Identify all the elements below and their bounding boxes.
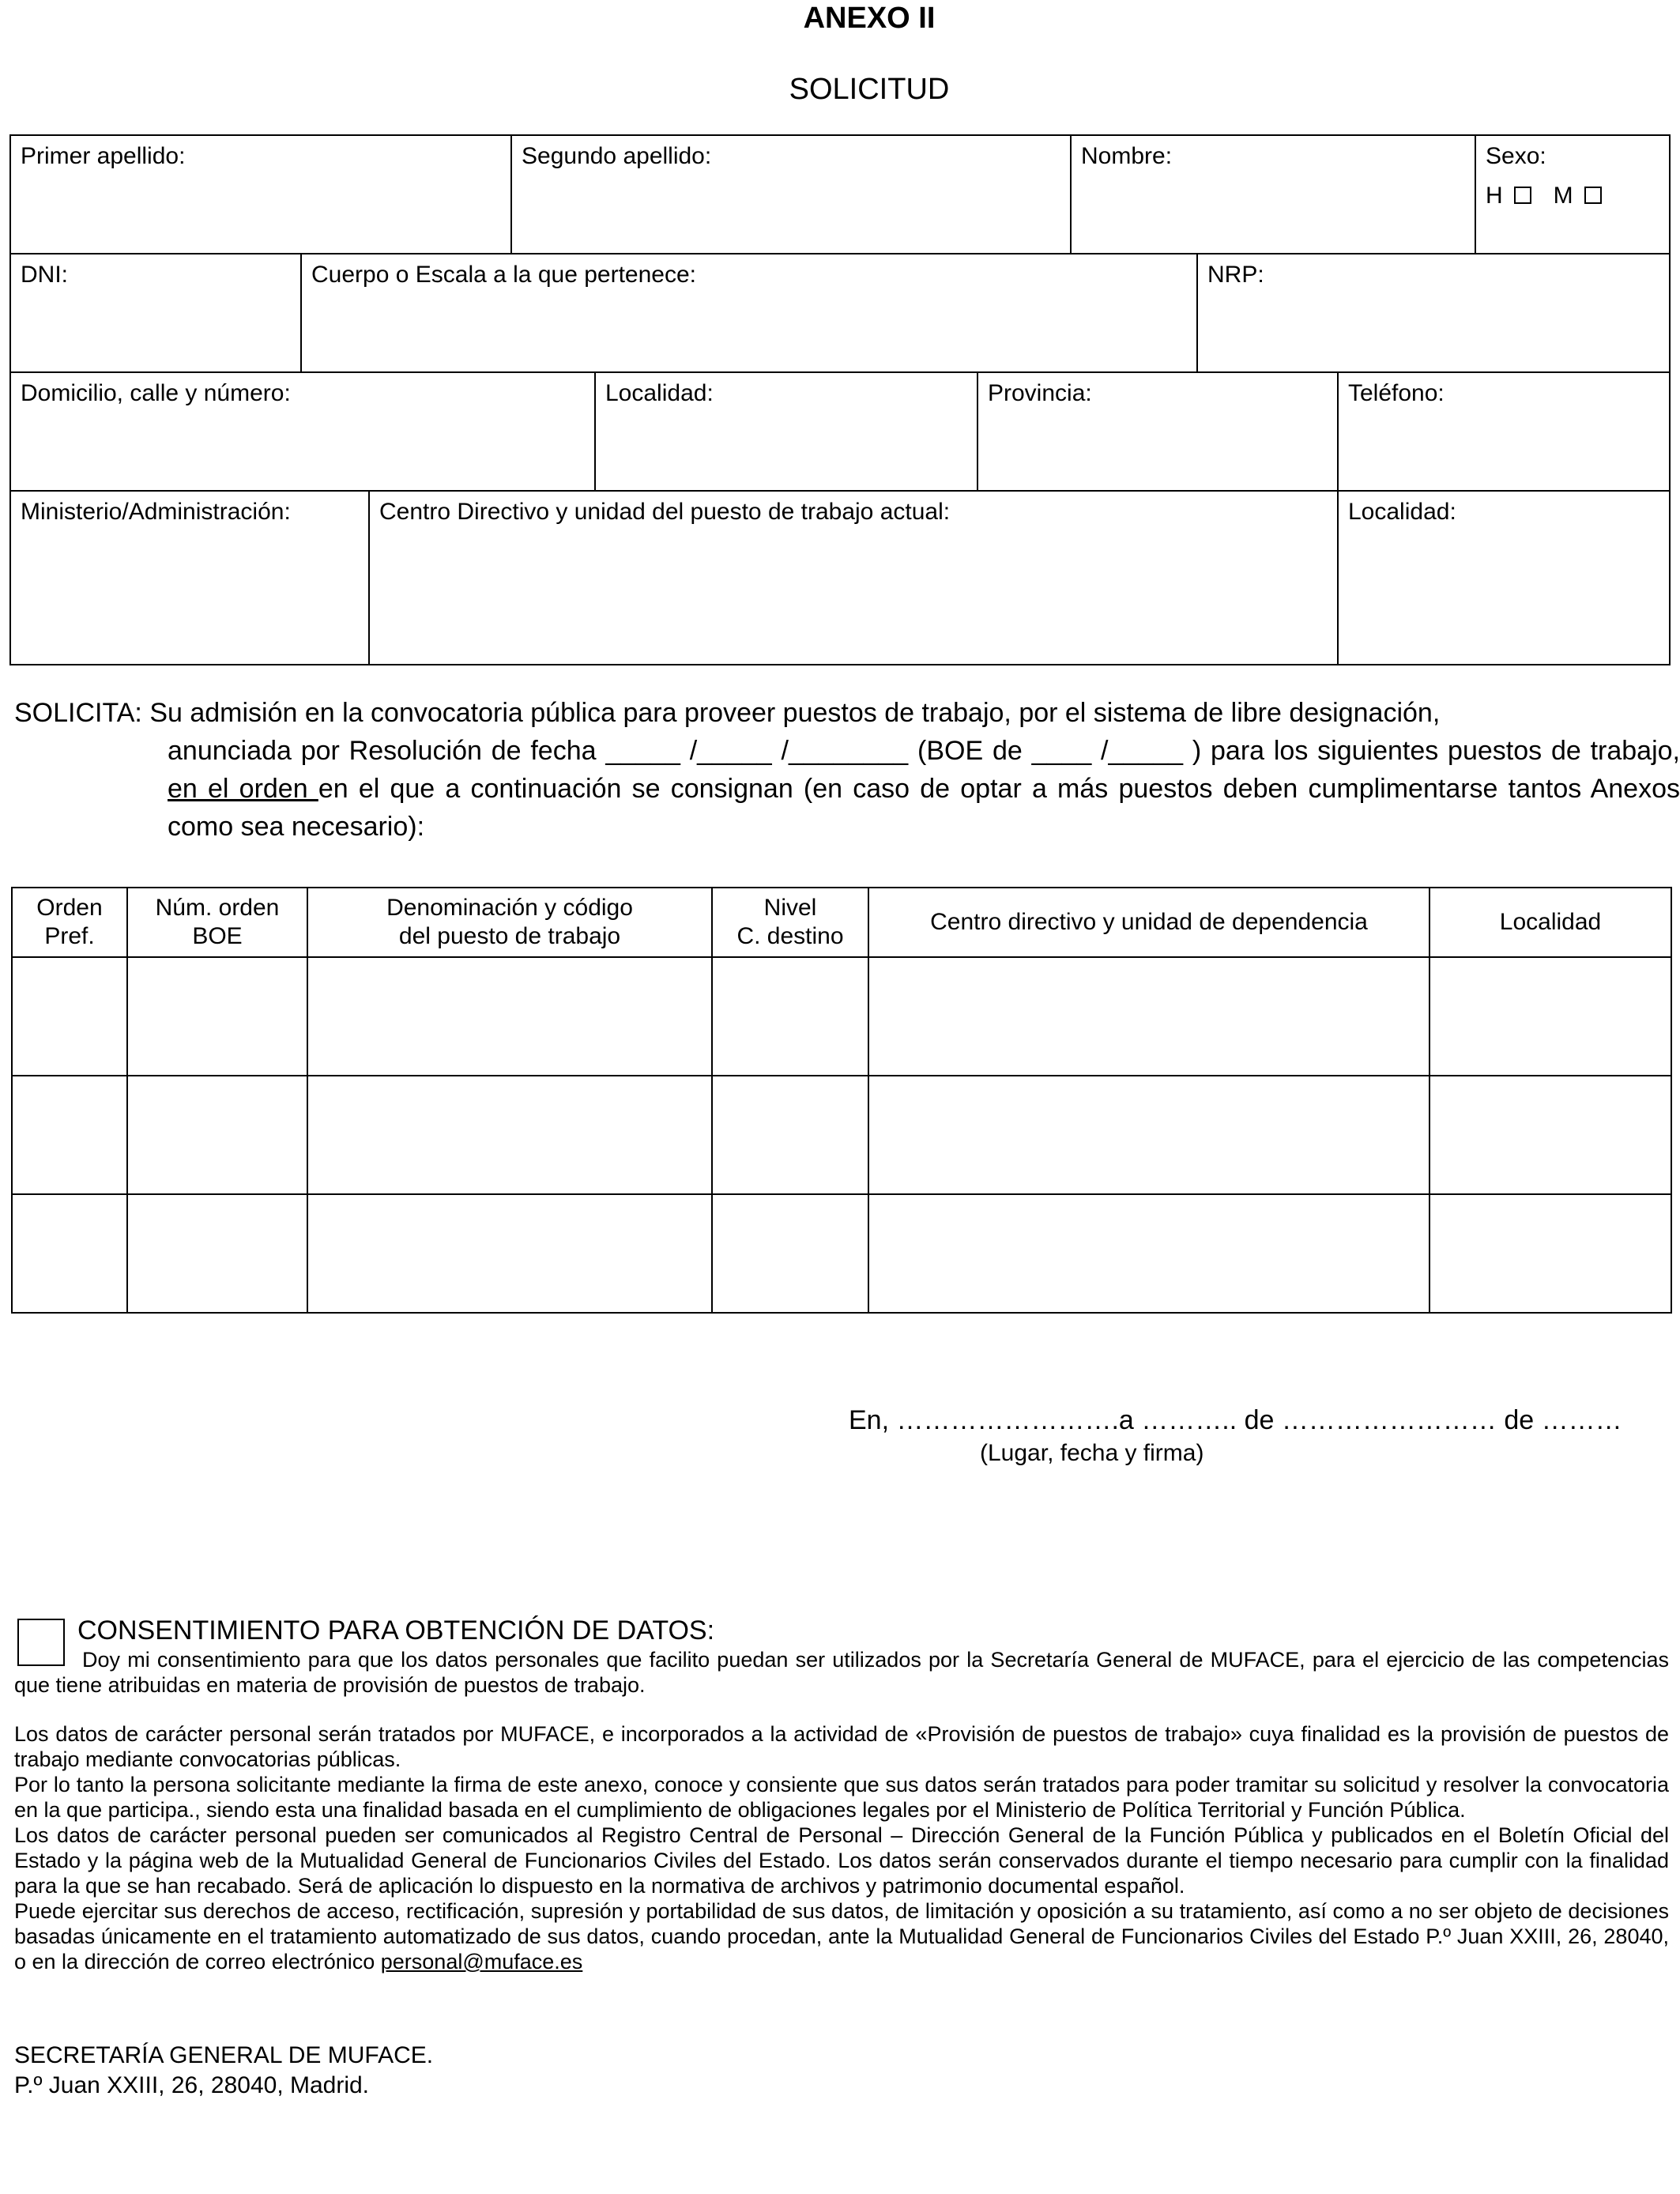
- table-cell[interactable]: [712, 1076, 868, 1194]
- table-cell[interactable]: [868, 957, 1430, 1076]
- data-protection-info: [14, 1721, 1669, 1974]
- nombre-label: Nombre:: [1081, 143, 1173, 169]
- centro-directivo-label: Centro Directivo y unidad del puesto de trabajo actual:: [379, 499, 951, 525]
- positions-table: [11, 887, 1672, 1314]
- table-cell[interactable]: [307, 957, 712, 1076]
- ministerio-field[interactable]: [11, 492, 370, 664]
- signature-line[interactable]: En, …………………….a ……….. de …………………… de ………: [849, 1405, 1622, 1435]
- segundo-apellido-label: Segundo apellido:: [522, 143, 712, 169]
- table-cell[interactable]: [868, 1194, 1430, 1313]
- nrp-field[interactable]: [1198, 254, 1669, 371]
- consent-text: Doy mi consentimiento para que los datos personales que facilito puedan ser utilizados por la Secretaría General de MUFACE, para el ejercicio de las competencias que tiene atribuidas en materia de provisión de puestos de trabajo.: [14, 1648, 1669, 1697]
- table-row: [12, 957, 1671, 1076]
- info-paragraph-4: [14, 1898, 1669, 1974]
- table-cell[interactable]: [12, 957, 127, 1076]
- table-cell[interactable]: [127, 1076, 307, 1194]
- sexo-h-label: H: [1486, 183, 1503, 209]
- sexo-options: [1486, 182, 1659, 210]
- provincia-field[interactable]: [978, 373, 1339, 490]
- info-paragraph-3: Los datos de carácter personal pueden ser comunicados al Registro Central de Personal – Dirección General de la Función Pública y publicados en el Boletín Oficial del Estado y la página web de la Mutualidad General de Funcionarios Civiles del Estado. Los datos serán conservados durante el tiempo necesario para cumplir con la finalidad para la que se han recabado. Será de aplicación lo dispuesto en la normativa de archivos y patrimonio documental español.: [14, 1823, 1669, 1898]
- table-cell[interactable]: [868, 1076, 1430, 1194]
- ministerio-label: Ministerio/Administración:: [21, 499, 291, 525]
- provincia-label: Provincia:: [988, 380, 1092, 406]
- table-cell[interactable]: [307, 1076, 712, 1194]
- sexo-label: Sexo:: [1486, 143, 1546, 169]
- telefono-field[interactable]: [1339, 373, 1669, 490]
- footer-address: [14, 2041, 433, 2101]
- localidad-label: Localidad:: [605, 380, 714, 406]
- sexo-m-label: M: [1553, 183, 1573, 209]
- domicilio-label: Domicilio, calle y número:: [21, 380, 291, 406]
- header-centro-directivo: Centro directivo y unidad de dependencia: [868, 888, 1430, 957]
- sexo-h-checkbox[interactable]: [1514, 187, 1531, 204]
- centro-directivo-field[interactable]: [370, 492, 1339, 664]
- info-paragraph-2: Por lo tanto la persona solicitante mediante la firma de este anexo, conoce y consiente que sus datos serán tratados para poder tramitar su solicitud y resolver la convocatoria en la que participa., siendo esta una finalidad basada en el cumplimiento de obligaciones legales por el Ministerio de Política Territorial y Función Pública.: [14, 1773, 1669, 1822]
- table-row: [12, 1076, 1671, 1194]
- localidad-actual-label: Localidad:: [1348, 499, 1456, 525]
- dni-field[interactable]: [11, 254, 302, 371]
- consent-title: CONSENTIMIENTO PARA OBTENCIÓN DE DATOS:: [77, 1615, 715, 1646]
- footer-line-1: SECRETARÍA GENERAL DE MUFACE.: [14, 2042, 434, 2068]
- sexo-m-checkbox[interactable]: [1584, 187, 1602, 204]
- info-paragraph-1: Los datos de carácter personal serán tratados por MUFACE, e incorporados a la actividad de «Provisión de puestos de trabajo» cuya finalidad es la provisión de puestos de trabajo mediante convocatorias públicas.: [14, 1722, 1669, 1771]
- sexo-field: [1476, 136, 1669, 253]
- table-cell[interactable]: [712, 1194, 868, 1313]
- domicilio-field[interactable]: [11, 373, 596, 490]
- grid-row-4: [11, 492, 1669, 664]
- email-link[interactable]: personal@muface.es: [380, 1950, 583, 1973]
- telefono-label: Teléfono:: [1348, 380, 1445, 406]
- header-denominacion: Denominación y código del puesto de trabajo: [307, 888, 712, 957]
- localidad-actual-field[interactable]: [1339, 492, 1669, 664]
- table-cell[interactable]: [12, 1076, 127, 1194]
- solicita-part2: anunciada por Resolución de fecha _____ /_____ /________ (BOE de ____ /_____ ) para los siguientes puestos de trabajo,: [168, 736, 1680, 766]
- footer-line-2: P.º Juan XXIII, 26, 28040, Madrid.: [14, 2072, 370, 2098]
- header-localidad: Localidad: [1430, 888, 1671, 957]
- solicita-lead: SOLICITA:: [14, 698, 142, 728]
- segundo-apellido-field[interactable]: [512, 136, 1072, 253]
- header-nivel: Nivel C. destino: [712, 888, 868, 957]
- table-cell[interactable]: [127, 957, 307, 1076]
- grid-row-1: [11, 136, 1669, 254]
- primer-apellido-label: Primer apellido:: [21, 143, 186, 169]
- positions-header-row: [12, 888, 1671, 957]
- cuerpo-field[interactable]: [302, 254, 1198, 371]
- page-title: ANEXO II: [803, 2, 936, 35]
- header-orden-pref: Orden Pref.: [12, 888, 127, 957]
- nrp-label: NRP:: [1207, 262, 1264, 288]
- page-subtitle: SOLICITUD: [789, 73, 950, 106]
- table-cell[interactable]: [12, 1194, 127, 1313]
- solicita-part1: Su admisión en la convocatoria pública para proveer puestos de trabajo, por el sistema de libre designación,: [149, 698, 1441, 728]
- solicita-part3: en el que a continuación se consignan (en caso de optar a más puestos deben cumplimentarse tantos Anexos como sea necesario):: [168, 774, 1680, 842]
- grid-row-2: [11, 254, 1669, 373]
- table-cell[interactable]: [1430, 1076, 1671, 1194]
- dni-label: DNI:: [21, 262, 68, 288]
- table-cell[interactable]: [712, 957, 868, 1076]
- personal-data-grid: [9, 134, 1671, 665]
- info-paragraph-4-text: Puede ejercitar sus derechos de acceso, rectificación, supresión y portabilidad de sus datos, de limitación y oposición a su tratamiento, así como a no ser objeto de decisiones basadas únicamente en el tratamiento automatizado de sus datos, cuando procedan, ante la Mutualidad General de Funcionarios Civiles del Estado P.º Juan XXIII, 26, 28040, o en la dirección de correo electrónico: [14, 1899, 1669, 1973]
- signature-caption: (Lugar, fecha y firma): [980, 1440, 1204, 1466]
- localidad-field[interactable]: [596, 373, 978, 490]
- table-cell[interactable]: [1430, 1194, 1671, 1313]
- solicita-underlined: en el orden: [168, 774, 318, 804]
- solicita-paragraph: [14, 694, 1680, 846]
- consent-statement: [14, 1647, 1669, 1698]
- table-cell[interactable]: [127, 1194, 307, 1313]
- table-cell[interactable]: [307, 1194, 712, 1313]
- grid-row-3: [11, 373, 1669, 492]
- table-cell[interactable]: [1430, 957, 1671, 1076]
- primer-apellido-field[interactable]: [11, 136, 512, 253]
- table-row: [12, 1194, 1671, 1313]
- cuerpo-label: Cuerpo o Escala a la que pertenece:: [311, 262, 696, 288]
- solicita-body: [168, 732, 1680, 846]
- header-num-orden-boe: Núm. orden BOE: [127, 888, 307, 957]
- nombre-field[interactable]: [1072, 136, 1476, 253]
